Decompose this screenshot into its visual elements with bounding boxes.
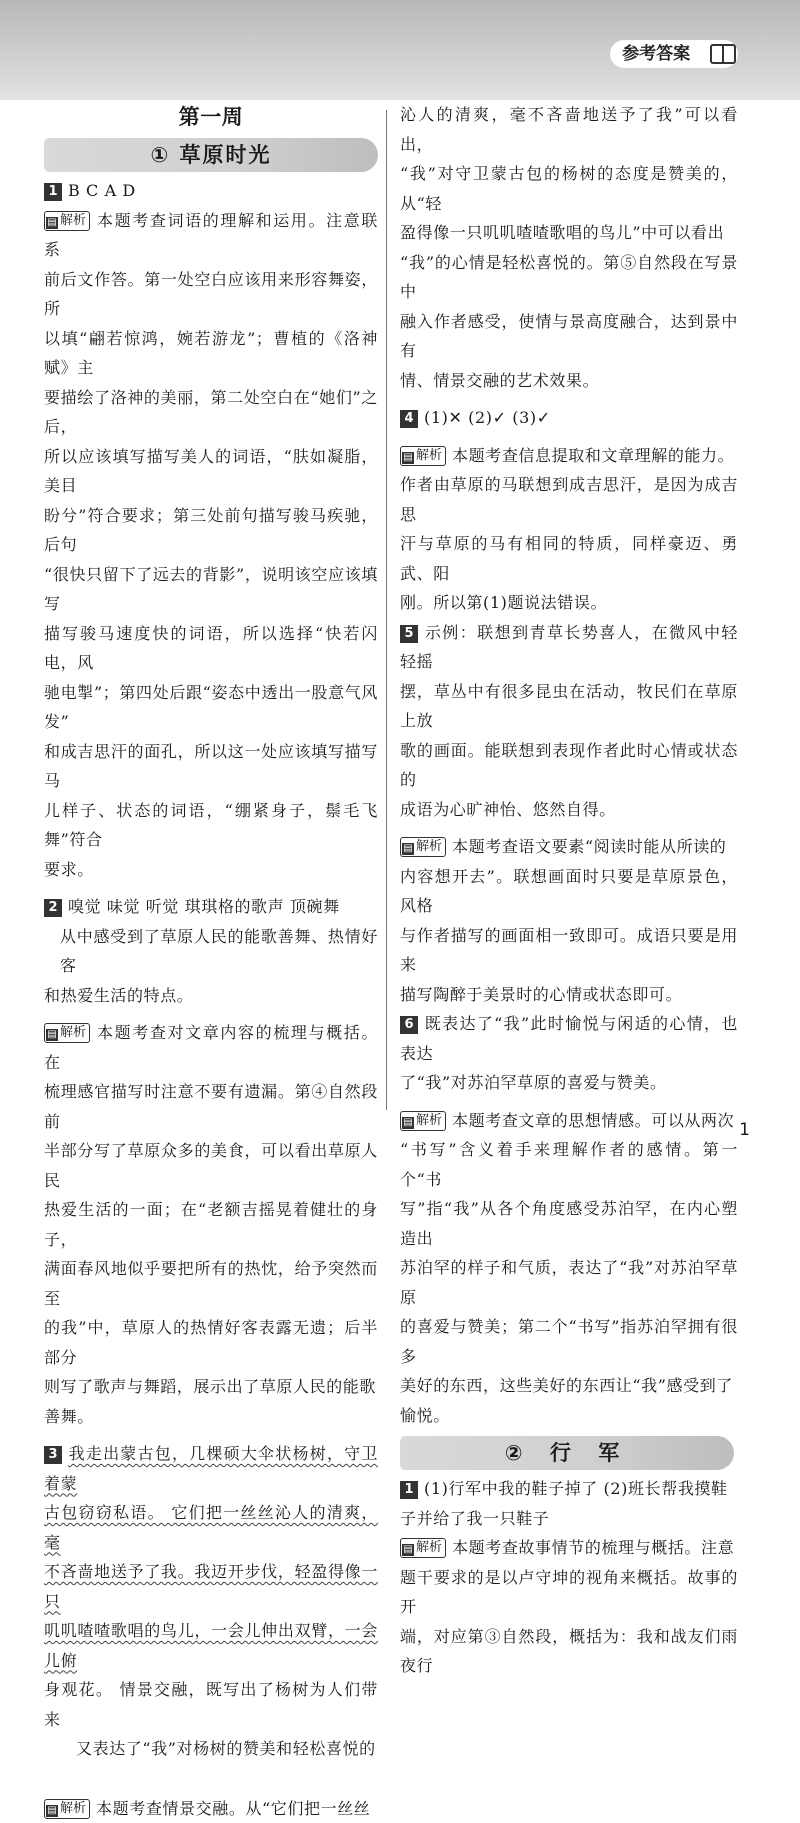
answer-key-label: 参考答案 <box>622 44 690 64</box>
analysis-tag: ▤ 解析 <box>44 1023 90 1043</box>
left-column <box>44 100 378 1823</box>
page-number: 1 <box>739 1120 750 1140</box>
question-number: 2 <box>44 899 62 917</box>
analysis-icon: ▤ <box>402 843 414 855</box>
q2-analysis: ▤ 解析 本题考查对文章内容的梳理与概括。在 梳理感官描写时注意不要有遗漏。第④自然段前 半部分写了草原众多的美食，可以看出草原人民 热爱生活的一面；在“老额吉摇晃着健壮的身子， 满面春风地似乎要把所有的热忱，给予突然而至 的我”中，草原人的热情好客表露无遗；后半部分 则写了歌声与舞蹈，展示出了草原人民的能歌 善舞。 <box>44 1018 378 1431</box>
column-divider <box>386 110 387 1110</box>
q3-analysis-start: ▤ 解析 本题考查情景交融。从“它们把一丝丝 <box>44 1794 378 1823</box>
section-title-march: ② 行 军 <box>400 1436 734 1470</box>
analysis-tag: ▤ 解析 <box>400 446 446 466</box>
question-number: 6 <box>400 1016 418 1034</box>
section-title-grassland: ① 草原时光 <box>44 138 378 172</box>
q1-answer: 1 B C A D <box>44 176 378 206</box>
analysis-icon: ▤ <box>46 1029 58 1041</box>
question-number: 1 <box>44 183 62 201</box>
analysis-tag: ▤ 解析 <box>400 837 446 857</box>
q4-analysis: ▤ 解析 本题考查信息提取和文章理解的能力。 作者由草原的马联想到成吉思汗，是因为成吉思 汗与草原的马有相同的特质，同样豪迈、勇武、阳 刚。所以第(1)题说法错误。 <box>400 441 738 618</box>
s2-q1-answer: 1 (1)行军中我的鞋子掉了 (2)班长帮我摸鞋 子并给了我一只鞋子 <box>400 1474 738 1533</box>
question-number: 1 <box>400 1481 418 1499</box>
question-number: 5 <box>400 625 418 643</box>
analysis-icon: ▤ <box>402 452 414 464</box>
right-column <box>400 100 738 1681</box>
question-number: 4 <box>400 410 418 428</box>
q3-analysis-cont: 沁人的清爽，毫不吝啬地送予了我”可以看出， “我”对守卫蒙古包的杨树的态度是赞美的，从“轻 盈得像一只叽叽喳喳歌唱的鸟儿”中可以看出 “我”的心情是轻松喜悦的。第⑤自然段在写景中 融入作者感受，使情与景高度融合，达到景中有 情、情景交融的艺术效果。 <box>400 100 738 395</box>
q2-answer: 2 嗅觉 味觉 听觉 琪琪格的歌声 顶碗舞 从中感受到了草原人民的能歌善舞、热情好客 和热爱生活的特点。 <box>44 892 378 1010</box>
analysis-tag: ▤ 解析 <box>400 1538 446 1558</box>
analysis-icon: ▤ <box>46 1805 58 1817</box>
analysis-tag: ▤ 解析 <box>400 1111 446 1131</box>
book-icon <box>710 44 736 64</box>
q6-analysis: ▤ 解析 本题考查文章的思想情感。可以从两次 “书写”含义着手来理解作者的感情。第一个“书 写”指“我”从各个角度感受苏泊罕，在内心塑造出 苏泊罕的样子和气质，表达了“我”对苏泊罕草原 的喜爱与赞美；第二个“书写”指苏泊罕拥有很多 美好的东西，这些美好的东西让“我”感受到了 愉悦。 <box>400 1106 738 1431</box>
analysis-tag: ▤ 解析 <box>44 1799 90 1819</box>
week-title: 第一周 <box>44 102 378 132</box>
q5-answer: 5 示例：联想到青草长势喜人，在微风中轻轻摇 摆，草丛中有很多昆虫在活动，牧民们在草原上放 歌的画面。能联想到表现作者此时心情或状态的 成语为心旷神怡、悠然自得。 <box>400 618 738 825</box>
q3-answer: 3 我走出蒙古包，几棵硕大伞状杨树，守卫着蒙 古包窃窃私语。 它们把一丝丝沁人的清爽，毫 不吝啬地送予了我。我迈开步伐，轻盈得像一只 叽叽喳喳歌唱的鸟儿，一会儿伸出双臂，一会儿俯 身观花。 情景交融，既写出了杨树为人们带来 又表达了“我”对杨树的赞美和轻松喜悦的 <box>44 1439 378 1764</box>
question-number: 3 <box>44 1446 62 1464</box>
analysis-icon: ▤ <box>402 1117 414 1129</box>
q5-analysis: ▤ 解析 本题考查语文要素“阅读时能从所读的 内容想开去”。联想画面时只要是草原景色，风格 与作者描写的画面相一致即可。成语只要是用来 描写陶醉于美景时的心情或状态即可。 <box>400 832 738 1009</box>
q4-answer: 4 (1)✕ (2)✓ (3)✓ <box>400 403 738 433</box>
analysis-icon: ▤ <box>46 217 58 229</box>
analysis-icon: ▤ <box>402 1544 414 1556</box>
s2-q1-analysis: ▤ 解析 本题考查故事情节的梳理与概括。注意 题干要求的是以卢守坤的视角来概括。故事的开 端，对应第③自然段，概括为：我和战友们雨夜行 <box>400 1533 738 1681</box>
q1-analysis: ▤ 解析 本题考查词语的理解和运用。注意联系 前后文作答。第一处空白应该用来形容舞姿，所 以填“翩若惊鸿，婉若游龙”；曹植的《洛神赋》主 要描绘了洛神的美丽，第二处空白在“她们”之后， 所以应该填写描写美人的词语，“肤如凝脂，美目 盼兮”符合要求；第三处前句描写骏马疾驰，后句 “很快只留下了远去的背影”，说明该空应该填写 描写骏马速度快的词语，所以选择“快若闪电，风 驰电掣”；第四处后跟“姿态中透出一股意气风发” 和成吉思汗的面孔，所以这一处应该填写描写马 儿样子、状态的词语，“绷紧身子，鬃毛飞舞”符合 要求。 <box>44 206 378 885</box>
q6-answer: 6 既表达了“我”此时愉悦与闲适的心情，也表达 了“我”对苏泊罕草原的喜爱与赞美。 <box>400 1009 738 1098</box>
analysis-tag: ▤ 解析 <box>44 211 90 231</box>
